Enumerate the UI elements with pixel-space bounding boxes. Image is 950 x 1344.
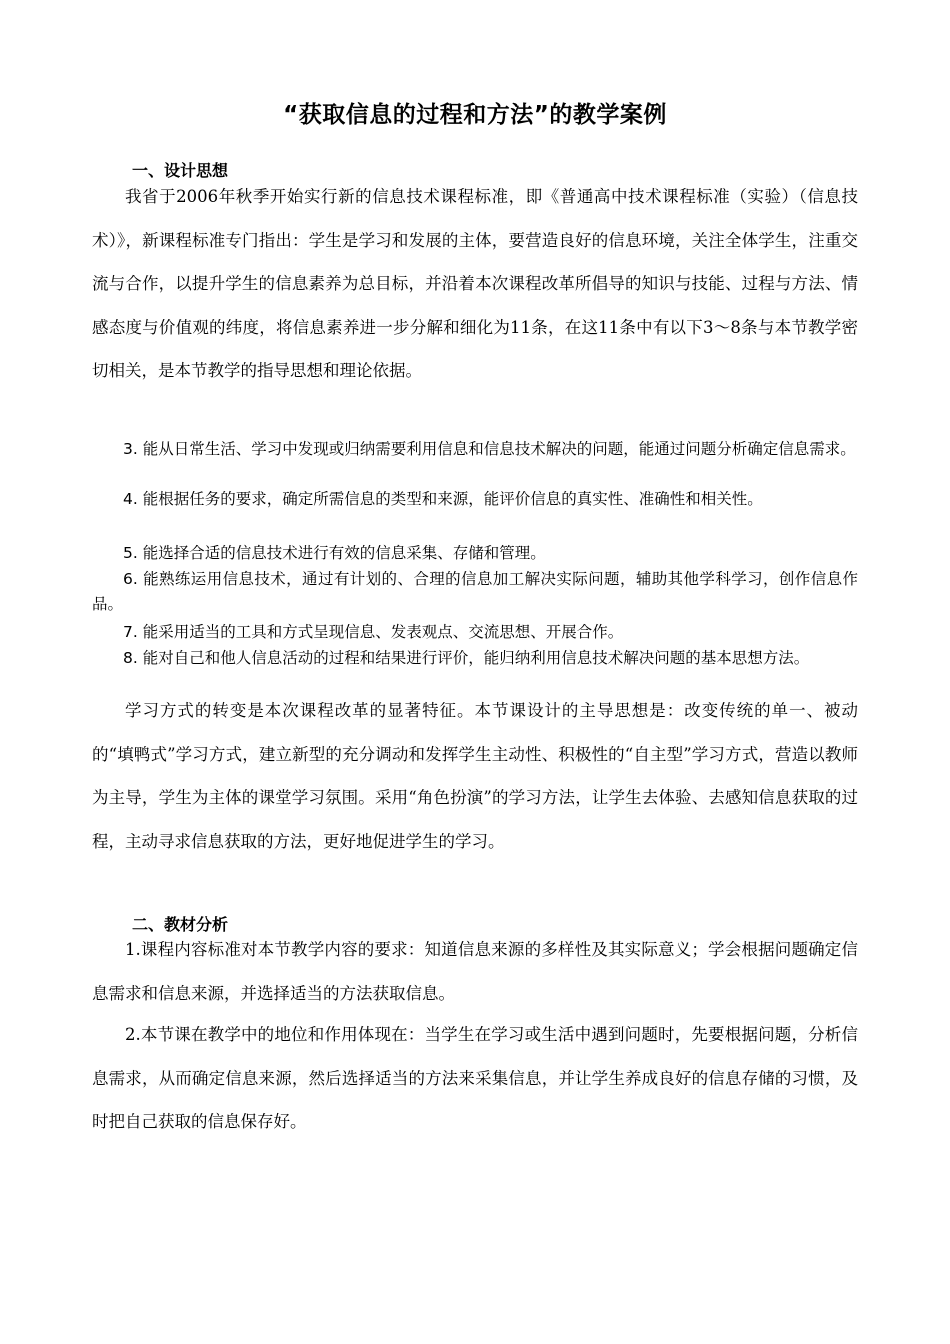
standard-item-8: 8. 能对自己和他人信息活动的过程和结果进行评价，能归纳利用信息技术解决问题的基本思想方法。 (123, 649, 810, 667)
document-title: “获取信息的过程和方法”的教学案例 (283, 102, 667, 128)
standard-item-5: 5. 能选择合适的信息技术进行有效的信息采集、存储和管理。 (123, 544, 546, 562)
design-intro-paragraph: 我省于2006年秋季开始实行新的信息技术课程标准，即《普通高中技术课程标准（实验）（信息技术）》，新课程标准专门指出：学生是学习和发展的主体，要营造良好的信息环境，关注全体学生，注重交流与合作，以提升学生的信息素养为总目标，并沿着本次课程改革所倡导的知识与技能、过程与方法、情感态度与价值观的纬度，将信息素养进一步分解和细化为11条，在这11条中有以下3～8条与本节教学密切相关，是本节教学的指导思想和理论依据。 (92, 187, 858, 380)
section-heading-materials: 二、教材分析 (132, 915, 229, 934)
standard-item-3: 3. 能从日常生活、学习中发现或归纳需要利用信息和信息技术解决的问题，能通过问题分析确定信息需求。 (123, 440, 856, 458)
standard-item-6: 6. 能熟练运用信息技术，通过有计划的、合理的信息加工解决实际问题，辅助其他学科学习，创作信息作品。 (92, 570, 858, 613)
standard-item-4: 4. 能根据任务的要求，确定所需信息的类型和来源，能评价信息的真实性、准确性和相关性。 (123, 490, 763, 508)
design-closing-paragraph: 学习方式的转变是本次课程改革的显著特征。本节课设计的主导思想是：改变传统的单一、被动的“填鸭式”学习方式，建立新型的充分调动和发挥学生主动性、积极性的“自主型”学习方式，营造以教师为主导，学生为主体的课堂学习氛围。采用“角色扮演”的学习方法，让学生去体验、去感知信息获取的过程，主动寻求信息获取的方法，更好地促进学生的学习。 (92, 701, 858, 851)
materials-paragraph-1: 1.课程内容标准对本节教学内容的要求：知道信息来源的多样性及其实际意义；学会根据问题确定信息需求和信息来源，并选择适当的方法获取信息。 (92, 940, 858, 1003)
standard-item-7: 7. 能采用适当的工具和方式呈现信息、发表观点、交流思想、开展合作。 (123, 623, 624, 641)
materials-paragraph-2: 2.本节课在教学中的地位和作用体现在：当学生在学习或生活中遇到问题时，先要根据问题，分析信息需求，从而确定信息来源，然后选择适当的方法来采集信息，并让学生养成良好的信息存储的习惯，及时把自己获取的信息保存好。 (92, 1025, 858, 1131)
section-heading-design: 一、设计思想 (132, 161, 229, 180)
